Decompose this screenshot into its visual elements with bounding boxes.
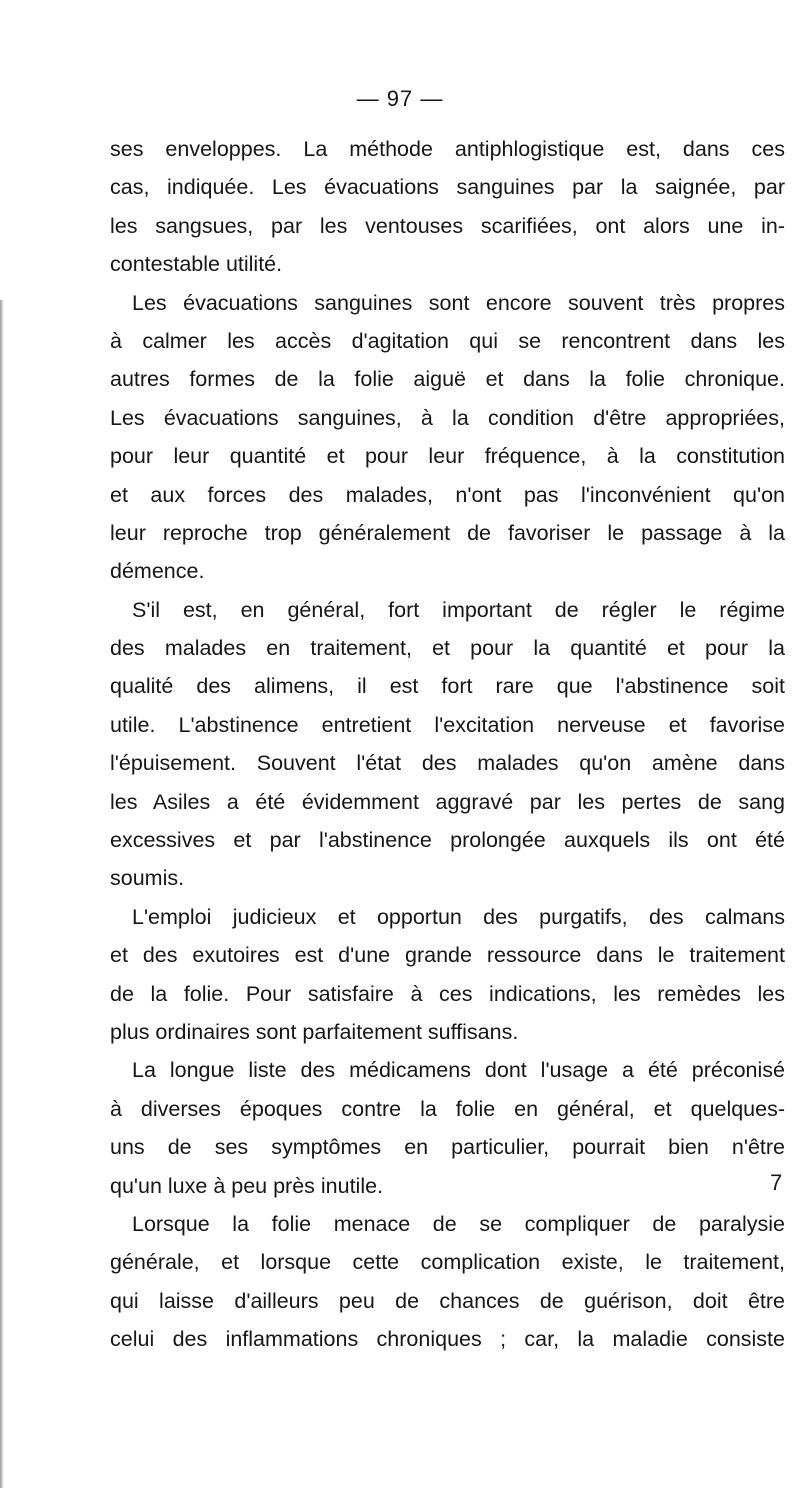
text-line: utile. L'abstinence entretient l'excitation nerveuse et favorise	[110, 712, 785, 737]
text-line: Lorsque la folie menace de se compliquer de paralysie	[132, 1211, 785, 1236]
body-text	[110, 130, 785, 1359]
text-line: et aux forces des malades, n'ont pas l'inconvénient qu'on	[110, 482, 785, 507]
text-line: qu'un luxe à peu près inutile.	[110, 1173, 384, 1198]
signature-mark: 7	[770, 1170, 783, 1195]
text-line: Les évacuations sanguines sont encore souvent très propres	[132, 290, 785, 315]
text-line: leur reproche trop généralement de favoriser le passage à la	[110, 520, 785, 545]
text-line: des malades en traitement, et pour la quantité et pour la	[110, 636, 785, 661]
text-line: de la folie. Pour satisfaire à ces indications, les remèdes les	[110, 981, 785, 1006]
text-line: uns de ses symptômes en particulier, pourrait bien n'être	[110, 1135, 785, 1160]
text-line: ses enveloppes. La méthode antiphlogistique est, dans ces	[110, 137, 785, 161]
page-edge-shadow	[0, 300, 4, 1488]
text-line: celui des inflammations chroniques ; car, la maladie consiste	[110, 1327, 785, 1352]
page-number: — 97 —	[356, 86, 444, 111]
text-line: excessives et par l'abstinence prolongée auxquels ils ont été	[110, 828, 785, 853]
text-line: pour leur quantité et pour leur fréquence, à la constitution	[110, 444, 785, 469]
text-line: cas, indiquée. Les évacuations sanguines par la saignée, par	[110, 175, 785, 200]
text-line: à diverses époques contre la folie en général, et quelques-	[110, 1096, 785, 1121]
text-line: plus ordinaires sont parfaitement suffisans.	[110, 1019, 519, 1044]
text-line: La longue liste des médicamens dont l'usage a été préconisé	[132, 1058, 785, 1083]
text-line: qui laisse d'ailleurs peu de chances de guérison, doit être	[110, 1288, 785, 1313]
text-line: contestable utilité.	[110, 252, 283, 277]
text-line: générale, et lorsque cette complication existe, le traitement,	[110, 1250, 785, 1275]
text-line: Les évacuations sanguines, à la condition d'être appropriées,	[110, 405, 785, 430]
text-line: les Asiles a été évidemment aggravé par les pertes de sang	[110, 789, 785, 814]
text-line: les sangsues, par les ventouses scarifiées, ont alors une in-	[110, 213, 785, 238]
text-line: démence.	[110, 559, 205, 584]
text-line: qualité des alimens, il est fort rare que l'abstinence soit	[110, 674, 785, 699]
text-line: L'emploi judicieux et opportun des purgatifs, des calmans	[132, 904, 785, 929]
text-line: à calmer les accès d'agitation qui se rencontrent dans les	[110, 328, 785, 353]
text-line: et des exutoires est d'une grande ressource dans le traitement	[110, 943, 785, 968]
text-line: soumis.	[110, 866, 185, 891]
text-line: autres formes de la folie aiguë et dans la folie chronique.	[110, 367, 785, 392]
text-line: S'il est, en général, fort important de régler le régime	[132, 597, 785, 622]
text-line: l'épuisement. Souvent l'état des malades qu'on amène dans	[110, 751, 785, 776]
